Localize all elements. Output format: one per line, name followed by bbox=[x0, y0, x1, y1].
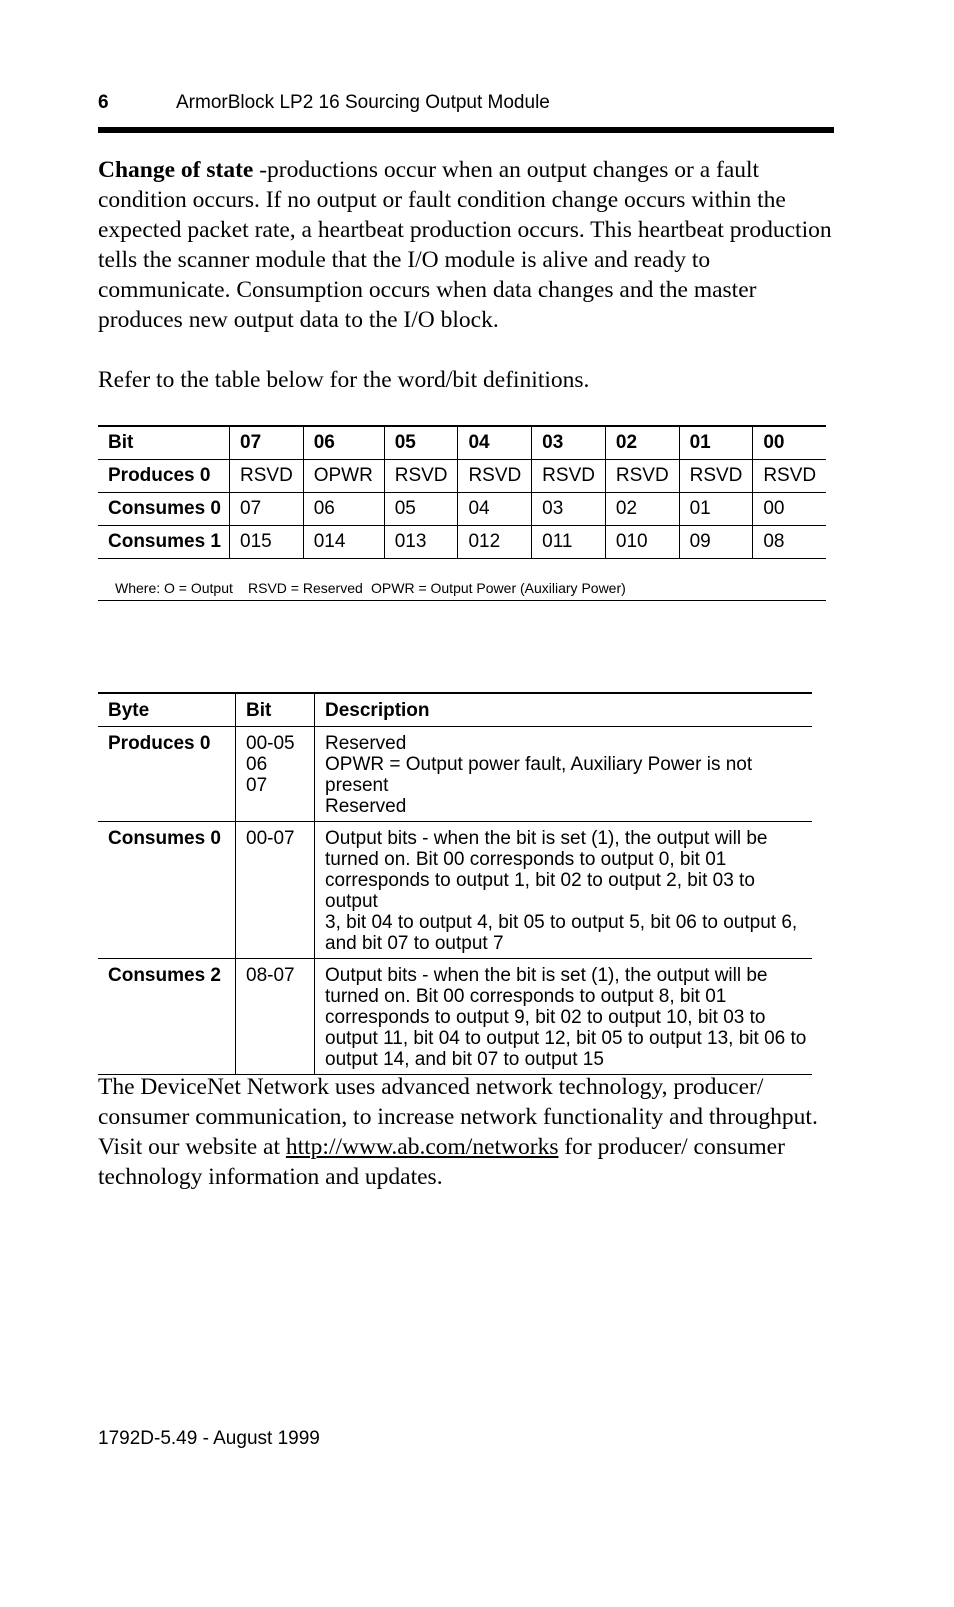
header-cell: 01 bbox=[679, 426, 753, 460]
networks-link[interactable]: http://www.ab.com/networks bbox=[285, 1134, 559, 1160]
table-cell: 06 bbox=[303, 493, 384, 526]
bit-range-cell bbox=[236, 727, 315, 822]
row-label: Consumes 1 bbox=[98, 526, 230, 559]
header-cell: 04 bbox=[458, 426, 532, 460]
table-cell: 011 bbox=[532, 526, 606, 559]
table-row bbox=[98, 493, 826, 526]
byte-label: Consumes 0 bbox=[98, 822, 236, 959]
description-line: Output bits - when the bit is set (1), the output will be bbox=[325, 965, 768, 986]
legend-where: Where: O = Output bbox=[115, 580, 233, 596]
description-cell bbox=[315, 822, 813, 959]
table-cell: 05 bbox=[384, 493, 458, 526]
byte-label: Produces 0 bbox=[98, 727, 236, 822]
header-cell: 07 bbox=[230, 426, 304, 460]
description-line: Output bits - when the bit is set (1), the output will be bbox=[325, 828, 768, 849]
table-cell: 02 bbox=[605, 493, 679, 526]
lead-term: Change of state bbox=[98, 157, 254, 183]
description-line: OPWR = Output power fault, Auxiliary Power is not present bbox=[325, 754, 753, 796]
table-header-row bbox=[98, 693, 812, 727]
table-row bbox=[98, 822, 812, 959]
closing-text-end: for producer/ consumer technology information and updates. bbox=[98, 1134, 785, 1190]
table-cell: 014 bbox=[303, 526, 384, 559]
table-cell: 01 bbox=[679, 493, 753, 526]
row-label: Consumes 0 bbox=[98, 493, 230, 526]
page-number: 6 bbox=[98, 92, 109, 113]
running-title: ArmorBlock LP2 16 Sourcing Output Module bbox=[176, 92, 550, 113]
table-cell: 04 bbox=[458, 493, 532, 526]
refer-paragraph: Refer to the table below for the word/bit definitions. bbox=[98, 367, 590, 393]
table-cell: RSVD bbox=[384, 460, 458, 493]
page-header bbox=[98, 92, 834, 118]
table-cell: 013 bbox=[384, 526, 458, 559]
legend-rsvd: RSVD = Reserved bbox=[248, 580, 363, 596]
legend-opwr: OPWR = Output Power (Auxiliary Power) bbox=[371, 580, 626, 596]
page-footer: 1792D-5.49 - August 1999 bbox=[98, 1428, 320, 1449]
table-header-row bbox=[98, 426, 826, 460]
bit-range: 06 bbox=[246, 754, 268, 775]
table-cell: RSVD bbox=[605, 460, 679, 493]
description-line: corresponds to output 9, bit 02 to output 10, bit 03 to bbox=[325, 1007, 766, 1028]
table-cell: 015 bbox=[230, 526, 304, 559]
table-cell: 00 bbox=[753, 493, 826, 526]
table-cell: RSVD bbox=[753, 460, 826, 493]
bit-definition-table bbox=[98, 425, 826, 559]
bit-range: 08-07 bbox=[246, 965, 295, 986]
header-cell: 02 bbox=[605, 426, 679, 460]
table-row bbox=[98, 526, 826, 559]
table-cell: RSVD bbox=[458, 460, 532, 493]
table-row bbox=[98, 727, 812, 822]
header-cell: 03 bbox=[532, 426, 606, 460]
description-line: 3, bit 04 to output 4, bit 05 to output 5, bit 06 to output 6, bbox=[325, 912, 798, 933]
description-line: output 11, bit 04 to output 12, bit 05 to output 13, bit 06 to bbox=[325, 1028, 807, 1049]
table-cell: OPWR bbox=[303, 460, 384, 493]
description-cell bbox=[315, 727, 813, 822]
table-row bbox=[98, 959, 812, 1075]
header-cell: Description bbox=[315, 693, 813, 727]
description-line: output 14, and bit 07 to output 15 bbox=[325, 1049, 604, 1070]
description-line: turned on. Bit 00 corresponds to output 8, bit 01 bbox=[325, 986, 727, 1007]
header-cell: Bit bbox=[236, 693, 315, 727]
change-of-state-paragraph bbox=[98, 155, 838, 335]
table-cell: 09 bbox=[679, 526, 753, 559]
bit-range: 07 bbox=[246, 775, 268, 796]
table-cell: RSVD bbox=[230, 460, 304, 493]
table-legend bbox=[98, 578, 826, 601]
description-line: and bit 07 to output 7 bbox=[325, 933, 504, 954]
bit-range: 00-05 bbox=[246, 733, 295, 754]
bit-range: 00-07 bbox=[246, 828, 295, 849]
header-rule bbox=[98, 127, 834, 133]
bit-range-cell bbox=[236, 959, 315, 1075]
bit-range-cell bbox=[236, 822, 315, 959]
description-cell bbox=[315, 959, 813, 1075]
byte-label: Consumes 2 bbox=[98, 959, 236, 1075]
table-cell: 03 bbox=[532, 493, 606, 526]
table-cell: 010 bbox=[605, 526, 679, 559]
header-cell: Bit bbox=[98, 426, 230, 460]
intro-text: -productions occur when an output changes or a fault condition occurs. If no output or fault condition change occurs within the expected packet rate, a heartbeat production occurs. This heartbeat production tells the scanner module that the I/O module is alive and ready to communicate. Consumption occurs when data changes and the master produces new output data to the I/O block. bbox=[98, 157, 832, 333]
devicenet-paragraph bbox=[98, 1072, 838, 1192]
description-line: Reserved bbox=[325, 796, 407, 817]
header-cell: 00 bbox=[753, 426, 826, 460]
description-line: Reserved bbox=[325, 733, 407, 754]
row-label: Produces 0 bbox=[98, 460, 230, 493]
table-cell: 07 bbox=[230, 493, 304, 526]
table-cell: 08 bbox=[753, 526, 826, 559]
header-cell: 05 bbox=[384, 426, 458, 460]
table-cell: RSVD bbox=[532, 460, 606, 493]
closing-text: The DeviceNet Network uses advanced network technology, producer/ consumer communication, to increase network functionality and throughput. Visit our website at bbox=[98, 1074, 818, 1160]
table-row bbox=[98, 460, 826, 493]
table-cell: 012 bbox=[458, 526, 532, 559]
header-cell: 06 bbox=[303, 426, 384, 460]
byte-description-table bbox=[98, 692, 812, 1075]
table-cell: RSVD bbox=[679, 460, 753, 493]
description-line: corresponds to output 1, bit 02 to output 2, bit 03 to output bbox=[325, 870, 755, 912]
description-line: turned on. Bit 00 corresponds to output 0, bit 01 bbox=[325, 849, 727, 870]
header-cell: Byte bbox=[98, 693, 236, 727]
